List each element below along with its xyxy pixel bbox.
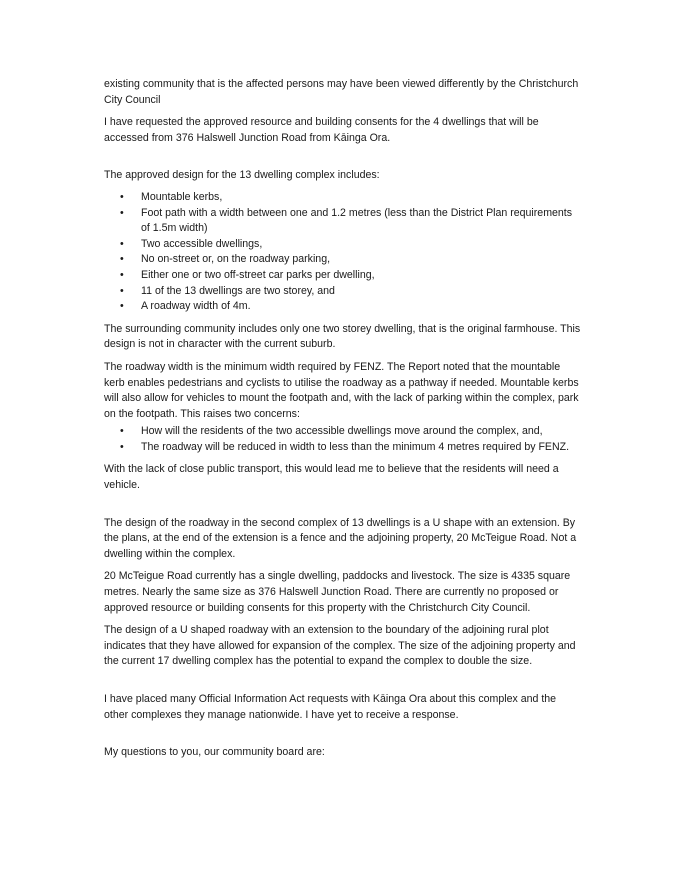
list-item: • Two accessible dwellings, xyxy=(104,237,582,253)
paragraph-expansion: The design of a U shaped roadway with an extension to the boundary of the adjoining rural plot indicates that they have allowed for expansion of the complex. The size of the adjoining property and the current 17 dwelling complex has the potential to expand the complex to double the size. xyxy=(104,624,576,668)
list-item: • 11 of the 13 dwellings are two storey, and xyxy=(104,284,582,300)
list-item: • How will the residents of the two accessible dwellings move around the complex, and, xyxy=(104,424,582,440)
list-item: • Foot path with a width between one and 1.2 metres (less than the District Plan requirements of 1.5m width) xyxy=(104,206,582,237)
paragraph-design-intro: The approved design for the 13 dwelling complex includes: xyxy=(104,169,380,182)
paragraph-public-transport: With the lack of close public transport, this would lead me to believe that the residents will need a vehicle. xyxy=(104,463,559,492)
paragraph-oia-requests: I have placed many Official Information Act requests with Kāinga Ora about this complex and the other complexes they manage nationwide. I have yet to receive a response. xyxy=(104,693,557,721)
list-item: • The roadway will be reduced in width to less than the minimum 4 metres required by FENZ. xyxy=(104,440,582,456)
paragraph-roadway-width: The roadway width is the minimum width required by FENZ. The Report noted that the mountable kerb enables pedestrians and cyclists to utilise the roadway as a pathway if needed. Mountable kerbs will also allow for vehicles to mount the footpath and, with the lack of parking within the complex, park on the footpath. This raises two concerns: xyxy=(104,360,579,420)
paragraph-roadway-design: The design of the roadway in the second complex of 13 dwellings is a U shape with an extension. By the plans, at the end of the extension is a fence and the adjoining property, 20 McTeigue Road. Not a dwelling within the complex. xyxy=(104,516,577,560)
list-item: • Mountable kerbs, xyxy=(104,190,582,206)
paragraph-questions: My questions to you, our community board are: xyxy=(104,746,325,759)
paragraph-surrounding-community: The surrounding community includes only one two storey dwelling, that is the original farmhouse. This design is not in character with the current suburb. xyxy=(104,322,581,351)
paragraph-mcteigue-road: 20 McTeigue Road currently has a single dwelling, paddocks and livestock. The size is 4335 square metres. Nearly the same size as 376 Halswell Junction Road. There are currently no proposed or approved resource or building consents for this property with the Christchurch City Council. xyxy=(104,570,571,614)
list-item: • A roadway width of 4m. xyxy=(104,299,582,315)
list-item: • Either one or two off-street car parks per dwelling, xyxy=(104,268,582,284)
concerns-list xyxy=(104,424,582,455)
design-features-list xyxy=(104,190,582,315)
paragraph-consents-request: I have requested the approved resource and building consents for the 4 dwellings that will be accessed from 376 Halswell Junction Road from Kāinga Ora. xyxy=(104,116,539,144)
document-page xyxy=(104,77,582,761)
list-item: • No on-street or, on the roadway parking, xyxy=(104,252,582,268)
paragraph-community-context: existing community that is the affected persons may have been viewed differently by the Christchurch City Council xyxy=(104,78,579,106)
